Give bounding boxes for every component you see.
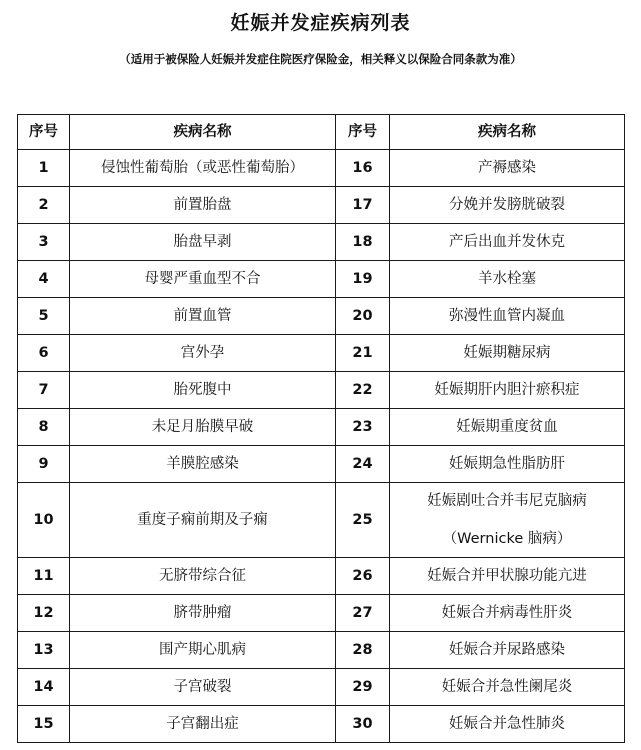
header-disease-right: 疾病名称 <box>390 115 625 150</box>
row-index-left: 14 <box>18 669 70 706</box>
row-index-left: 8 <box>18 409 70 446</box>
row-disease-right: 妊娠期急性脂肪肝 <box>390 446 625 483</box>
row-index-left: 15 <box>18 706 70 743</box>
table-row <box>18 595 625 632</box>
row-disease-left: 脐带肿瘤 <box>70 595 336 632</box>
row-index-right: 25 <box>336 483 390 558</box>
row-disease-left: 重度子痫前期及子痫 <box>70 483 336 558</box>
table-row <box>18 372 625 409</box>
row-disease-right <box>390 483 625 558</box>
header-index-right: 序号 <box>336 115 390 150</box>
row-index-right: 22 <box>336 372 390 409</box>
header-disease-left: 疾病名称 <box>70 115 336 150</box>
row-disease-right: 产后出血并发休克 <box>390 224 625 261</box>
row-disease-left: 胎死腹中 <box>70 372 336 409</box>
table-row <box>18 483 625 558</box>
row-disease-left: 前置胎盘 <box>70 187 336 224</box>
row-index-right: 19 <box>336 261 390 298</box>
disease-name-line-2: （Wernicke 脑病） <box>442 531 572 547</box>
page-title: 妊娠并发症疾病列表 <box>230 12 411 34</box>
row-index-left: 11 <box>18 558 70 595</box>
table-row <box>18 187 625 224</box>
row-disease-right: 妊娠期肝内胆汁瘀积症 <box>390 372 625 409</box>
row-disease-right: 妊娠合并甲状腺功能亢进 <box>390 558 625 595</box>
table-row <box>18 669 625 706</box>
row-index-right: 30 <box>336 706 390 743</box>
row-disease-left: 宫外孕 <box>70 335 336 372</box>
row-index-right: 28 <box>336 632 390 669</box>
table-header-row <box>18 115 625 150</box>
row-index-left: 3 <box>18 224 70 261</box>
row-index-right: 21 <box>336 335 390 372</box>
table-row <box>18 632 625 669</box>
header-index-left: 序号 <box>18 115 70 150</box>
page-subtitle: （适用于被保险人妊娠并发症住院医疗保险金，相关释义以保险合同条款为准） <box>119 52 522 66</box>
table-row <box>18 150 625 187</box>
row-disease-left: 无脐带综合征 <box>70 558 336 595</box>
row-disease-right: 分娩并发膀胱破裂 <box>390 187 625 224</box>
row-disease-right: 妊娠合并病毒性肝炎 <box>390 595 625 632</box>
row-disease-right: 妊娠期重度贫血 <box>390 409 625 446</box>
row-disease-left: 子宫翻出症 <box>70 706 336 743</box>
row-index-left: 10 <box>18 483 70 558</box>
table-row <box>18 224 625 261</box>
row-disease-left: 侵蚀性葡萄胎（或恶性葡萄胎） <box>70 150 336 187</box>
table-row <box>18 558 625 595</box>
row-disease-left: 子宫破裂 <box>70 669 336 706</box>
row-disease-right: 妊娠合并尿路感染 <box>390 632 625 669</box>
row-disease-left: 前置血管 <box>70 298 336 335</box>
table-row <box>18 261 625 298</box>
row-index-right: 26 <box>336 558 390 595</box>
table-row <box>18 706 625 743</box>
row-disease-right: 羊水栓塞 <box>390 261 625 298</box>
row-disease-left: 围产期心肌病 <box>70 632 336 669</box>
row-index-left: 2 <box>18 187 70 224</box>
table-body <box>18 150 625 743</box>
table-row <box>18 409 625 446</box>
row-disease-right: 妊娠合并急性肺炎 <box>390 706 625 743</box>
row-index-right: 29 <box>336 669 390 706</box>
row-disease-right: 产褥感染 <box>390 150 625 187</box>
row-index-left: 5 <box>18 298 70 335</box>
row-index-right: 16 <box>336 150 390 187</box>
row-disease-left: 母婴严重血型不合 <box>70 261 336 298</box>
row-disease-left: 羊膜腔感染 <box>70 446 336 483</box>
table-row <box>18 298 625 335</box>
row-index-right: 24 <box>336 446 390 483</box>
row-index-left: 9 <box>18 446 70 483</box>
row-index-left: 7 <box>18 372 70 409</box>
row-index-right: 27 <box>336 595 390 632</box>
row-index-left: 12 <box>18 595 70 632</box>
table-row <box>18 335 625 372</box>
row-disease-right: 妊娠期糖尿病 <box>390 335 625 372</box>
row-index-right: 23 <box>336 409 390 446</box>
row-index-left: 1 <box>18 150 70 187</box>
row-index-right: 17 <box>336 187 390 224</box>
row-index-right: 18 <box>336 224 390 261</box>
row-index-left: 6 <box>18 335 70 372</box>
row-disease-left: 未足月胎膜早破 <box>70 409 336 446</box>
table-row <box>18 446 625 483</box>
row-index-left: 13 <box>18 632 70 669</box>
row-disease-right: 妊娠合并急性阑尾炎 <box>390 669 625 706</box>
row-index-left: 4 <box>18 261 70 298</box>
disease-table <box>17 114 625 743</box>
row-disease-right: 弥漫性血管内凝血 <box>390 298 625 335</box>
row-index-right: 20 <box>336 298 390 335</box>
row-disease-left: 胎盘早剥 <box>70 224 336 261</box>
disease-name-line-1: 妊娠剧吐合并韦尼克脑病 <box>427 493 587 509</box>
